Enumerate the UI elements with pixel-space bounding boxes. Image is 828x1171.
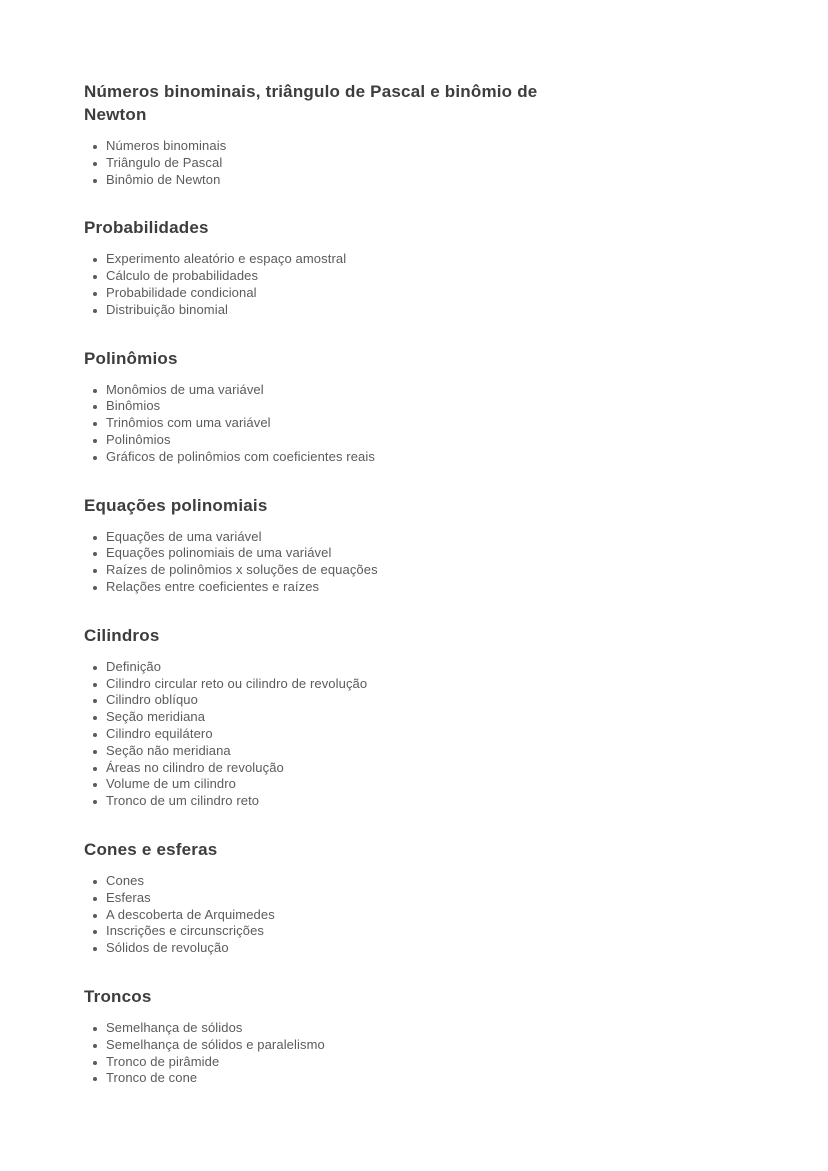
list-item: Tronco de cone xyxy=(106,1070,684,1087)
list-item: Triângulo de Pascal xyxy=(106,155,684,172)
list-item: Distribuição binomial xyxy=(106,302,684,319)
list-item: Inscrições e circunscrições xyxy=(106,923,684,940)
section-title: Equações polinomiais xyxy=(84,495,268,515)
section-title: Cilindros xyxy=(84,625,160,645)
section-title: Probabilidades xyxy=(84,218,209,238)
document-body xyxy=(84,80,684,1115)
section-list xyxy=(84,529,684,596)
list-item: Tronco de pirâmide xyxy=(106,1054,684,1071)
list-item: Probabilidade condicional xyxy=(106,285,684,302)
list-item: Relações entre coeficientes e raízes xyxy=(106,579,684,596)
list-item: Tronco de um cilindro reto xyxy=(106,793,684,810)
list-item: Binômio de Newton xyxy=(106,172,684,189)
list-item: Seção meridiana xyxy=(106,709,684,726)
section-list xyxy=(84,659,684,810)
list-item: Definição xyxy=(106,659,684,676)
list-item: Cones xyxy=(106,873,684,890)
list-item: Sólidos de revolução xyxy=(106,940,684,957)
list-item: Esferas xyxy=(106,890,684,907)
list-item: Áreas no cilindro de revolução xyxy=(106,760,684,777)
list-item: A descoberta de Arquimedes xyxy=(106,907,684,924)
section-list xyxy=(84,251,684,318)
section-list xyxy=(84,138,684,188)
section-title: Cones e esferas xyxy=(84,839,218,859)
list-item: Cálculo de probabilidades xyxy=(106,268,684,285)
list-item: Cilindro circular reto ou cilindro de revolução xyxy=(106,676,684,693)
list-item: Raízes de polinômios x soluções de equações xyxy=(106,562,684,579)
list-item: Binômios xyxy=(106,398,684,415)
section-list xyxy=(84,382,684,466)
list-item: Monômios de uma variável xyxy=(106,382,684,399)
list-item: Semelhança de sólidos xyxy=(106,1020,684,1037)
list-item: Equações de uma variável xyxy=(106,529,684,546)
list-item: Cilindro equilátero xyxy=(106,726,684,743)
list-item: Trinômios com uma variável xyxy=(106,415,684,432)
list-item: Equações polinomiais de uma variável xyxy=(106,545,684,562)
list-item: Semelhança de sólidos e paralelismo xyxy=(106,1037,684,1054)
list-item: Cilindro oblíquo xyxy=(106,692,684,709)
list-item: Seção não meridiana xyxy=(106,743,684,760)
list-item: Gráficos de polinômios com coeficientes reais xyxy=(106,449,684,466)
list-item: Números binominais xyxy=(106,138,684,155)
section-title: Números binominais, triângulo de Pascal e binômio de Newton xyxy=(84,82,538,124)
section-list xyxy=(84,1020,684,1087)
list-item: Polinômios xyxy=(106,432,684,449)
section-title: Troncos xyxy=(84,986,152,1006)
section-list xyxy=(84,873,684,957)
list-item: Volume de um cilindro xyxy=(106,776,684,793)
list-item: Experimento aleatório e espaço amostral xyxy=(106,251,684,268)
section-title: Polinômios xyxy=(84,348,178,368)
